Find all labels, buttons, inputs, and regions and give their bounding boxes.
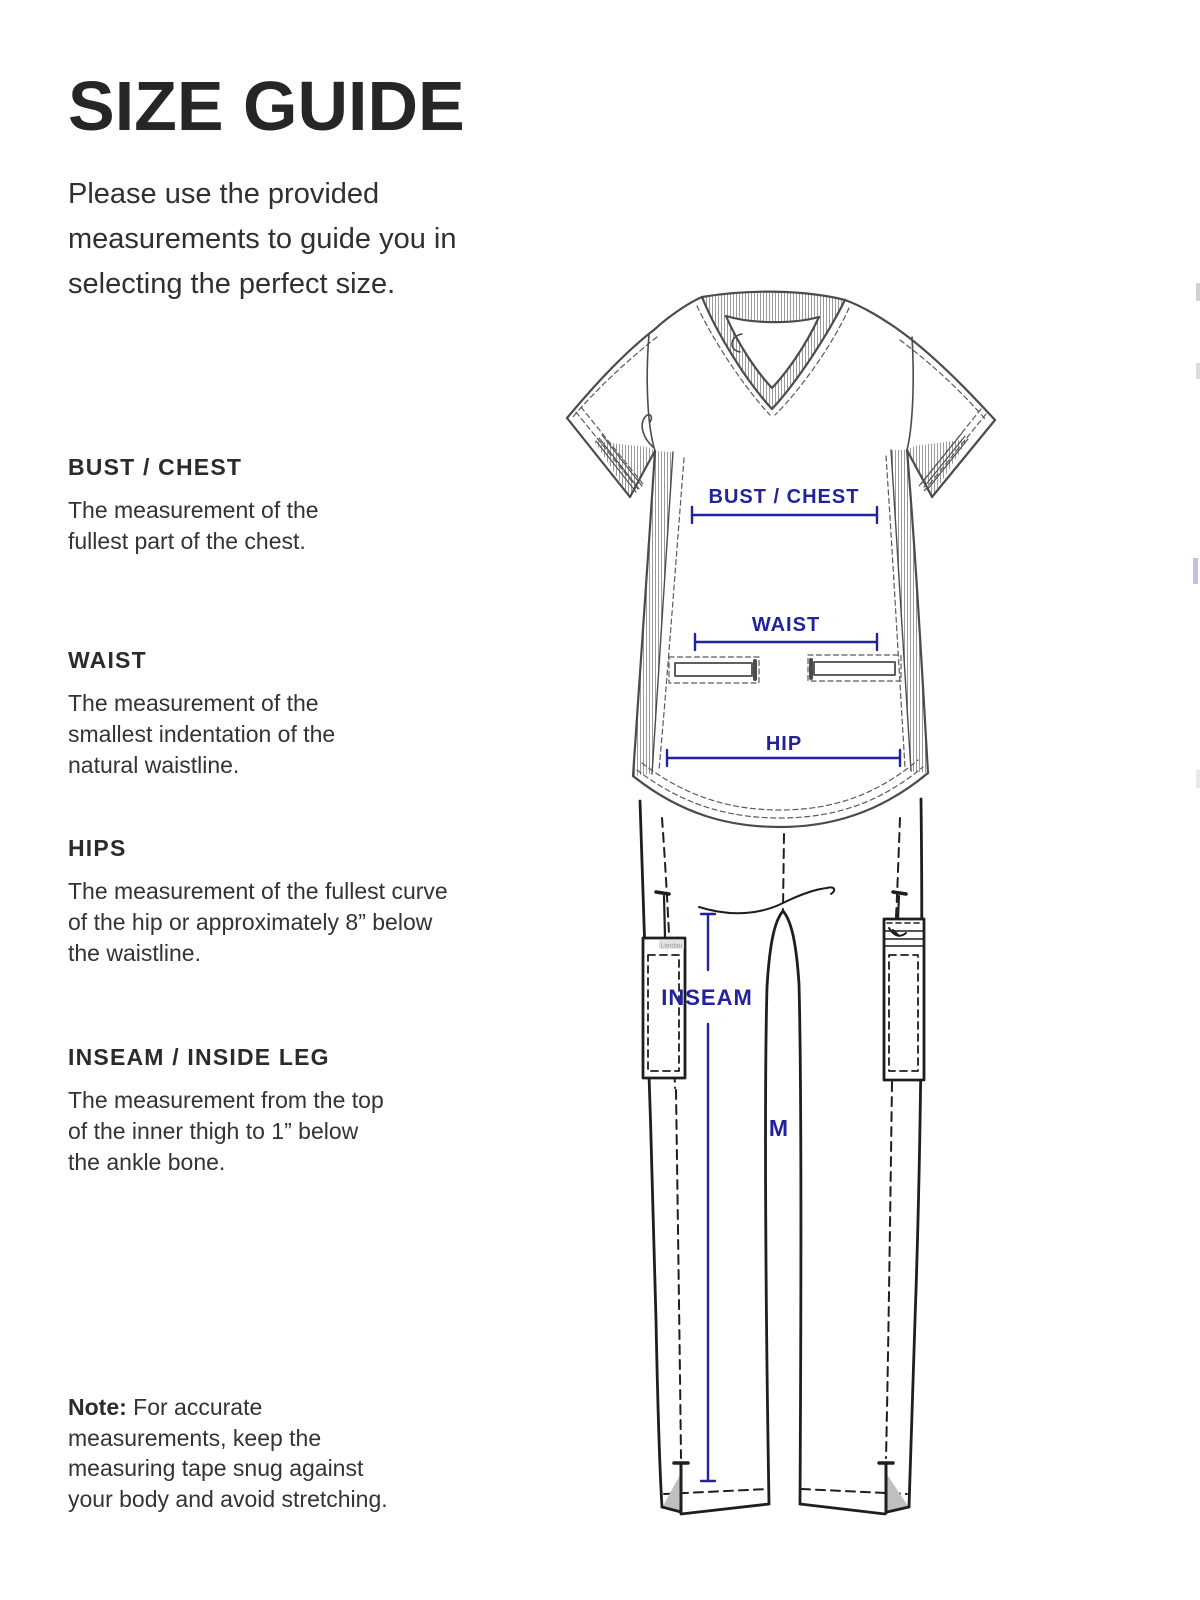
clipped-edge-artifact [1193,558,1198,584]
section-heading: INSEAM / INSIDE LEG [68,1044,330,1070]
measurement-note [68,1392,408,1514]
hip-label: HIP [765,733,803,755]
inseam-label: INSEAM [661,985,753,1010]
welt-pockets [675,660,895,679]
pant-seam-dashes [662,818,907,1494]
intro-text: Please use the provided measurements to guide you in selecting the perfect size. [68,178,457,300]
section-hips [68,834,450,969]
clipped-edge-artifact [1196,283,1200,301]
section-body: The measurement from the top of the inner thigh to 1” below the ankle bone. [68,1087,384,1175]
waist-measure-line [695,634,877,650]
section-heading: BUST / CHEST [68,454,243,480]
section-heading: HIPS [68,835,127,861]
cargo-pocket-right [884,919,924,1080]
note-text: For accurate measurements, keep the measuring tape snug against your body and avoid stretching. [68,1394,388,1512]
clipped-edge-artifact [1196,770,1200,788]
section-body: The measurement of the fullest curve of the hip or approximately 8” below the waistline. [68,878,448,966]
bust-measure-line [692,507,877,523]
section-body: The measurement of the fullest part of the chest. [68,497,319,554]
section-bust-chest [68,453,360,557]
size-marker-label: M [768,1115,790,1141]
scrubs-illustration [530,270,1010,1525]
clipped-edge-artifact [1196,363,1200,379]
waist-label: WAIST [751,614,821,636]
bust-label: BUST / CHEST [708,486,860,508]
scrub-pants-drawing [640,799,924,1514]
brand-tag-label: Landau [660,942,683,950]
section-body: The measurement of the smallest indentation of the natural waistline. [68,690,336,778]
note-label: Note: [68,1394,127,1420]
section-inseam [68,1043,386,1178]
scrubs-diagram [530,270,1010,1525]
section-heading: WAIST [68,647,147,673]
section-waist [68,646,383,781]
page-title: SIZE GUIDE [68,67,465,145]
